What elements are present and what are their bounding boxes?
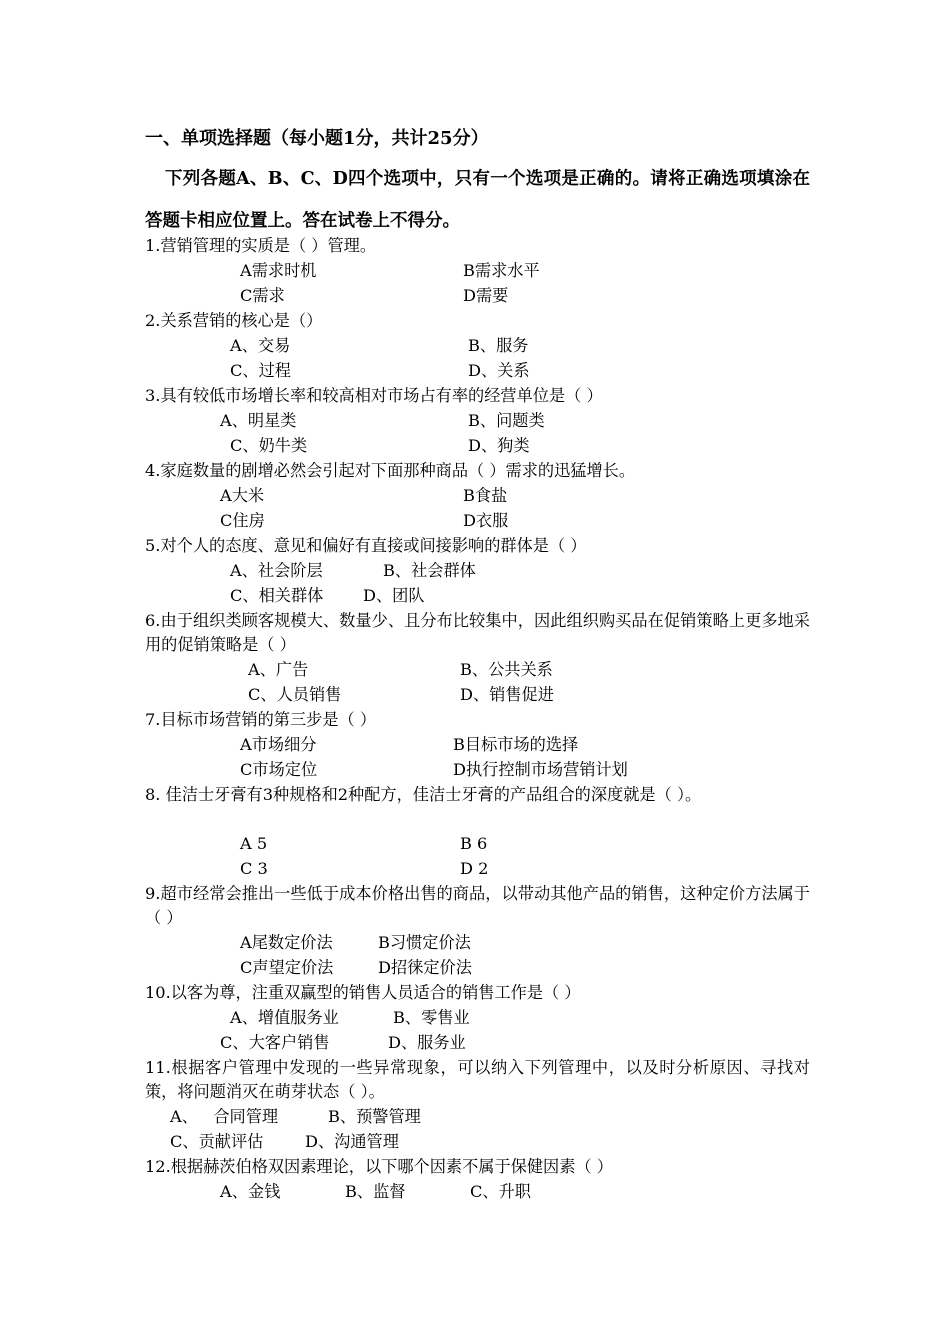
option: D衣服 <box>463 511 509 530</box>
option: A市场细分 <box>240 735 317 754</box>
option: D、销售促进 <box>460 685 554 704</box>
option: D需要 <box>463 286 509 305</box>
option: C、贡献评估 <box>170 1132 264 1151</box>
option: B、服务 <box>468 336 529 355</box>
option: C 3 <box>240 859 268 878</box>
option: A、增值服务业 <box>230 1008 339 1027</box>
option: D 2 <box>460 859 489 878</box>
option: A、交易 <box>230 336 291 355</box>
question-stem: 6.由于组织类顾客规模大、数量少、且分布比较集中，因此组织购买品在促销策略上更多地采用的促销策略是（ ） <box>145 611 810 654</box>
option: C、奶牛类 <box>230 436 308 455</box>
section-instruction: 下列各题A、B、C、D四个选项中，只有一个选项是正确的。请将正确选项填涂在答题卡相应位置上。答在试卷上不得分。 <box>145 169 810 231</box>
option: C住房 <box>220 511 265 530</box>
option: C、升职 <box>470 1182 531 1201</box>
option: B、公共关系 <box>460 660 553 679</box>
option: D、关系 <box>468 361 530 380</box>
option: A大米 <box>220 486 265 505</box>
question-stem: 8. 佳洁士牙膏有3种规格和2种配方，佳洁士牙膏的产品组合的深度就是（ ）。 <box>145 785 702 804</box>
option: B、问题类 <box>468 411 545 430</box>
question-stem: 4.家庭数量的剧增必然会引起对下面那种商品（ ）需求的迅猛增长。 <box>145 461 636 480</box>
option: A 5 <box>240 834 268 853</box>
option: B、监督 <box>345 1182 406 1201</box>
option: B、预警管理 <box>328 1107 421 1126</box>
option: C、大客户销售 <box>220 1033 330 1052</box>
option: B习惯定价法 <box>378 933 471 952</box>
option: A需求时机 <box>240 261 317 280</box>
question-stem: 9.超市经常会推出一些低于成本价格出售的商品，以带动其他产品的销售，这种定价方法属于（ ） <box>145 884 810 927</box>
option: C、相关群体 <box>230 586 324 605</box>
option: C声望定价法 <box>240 958 334 977</box>
question-stem: 7.目标市场营销的第三步是（ ） <box>145 710 377 729</box>
option: A、社会阶层 <box>230 561 323 580</box>
option: A、金钱 <box>220 1182 281 1201</box>
option: C市场定位 <box>240 760 318 779</box>
option: A、明星类 <box>220 411 297 430</box>
question-stem: 11.根据客户管理中发现的一些异常现象，可以纳入下列管理中，以及时分析原因、寻找对策，将问题消灭在萌芽状态（ ）。 <box>145 1058 810 1101</box>
question-stem: 3.具有较低市场增长率和较高相对市场占有率的经营单位是（ ） <box>145 386 603 405</box>
option: A、 合同管理 <box>170 1107 279 1126</box>
question-stem: 1.营销管理的实质是（ ）管理。 <box>145 236 377 255</box>
option: C、过程 <box>230 361 291 380</box>
option: D、狗类 <box>468 436 530 455</box>
option: D、沟通管理 <box>305 1132 399 1151</box>
option: B目标市场的选择 <box>453 735 579 754</box>
question-stem: 10.以客为尊，注重双赢型的销售人员适合的销售工作是（ ） <box>145 983 581 1002</box>
option: D、服务业 <box>388 1033 466 1052</box>
question-stem: 12.根据赫茨伯格双因素理论，以下哪个因素不属于保健因素（ ） <box>145 1157 613 1176</box>
option: D执行控制市场营销计划 <box>453 760 628 779</box>
option: B食盐 <box>463 486 508 505</box>
option: A、广告 <box>248 660 309 679</box>
option: B、零售业 <box>393 1008 470 1027</box>
option: C需求 <box>240 286 285 305</box>
option: D、团队 <box>363 586 425 605</box>
question-stem: 2.关系营销的核心是（） <box>145 311 323 330</box>
option: D招徕定价法 <box>378 958 472 977</box>
option: B 6 <box>460 834 488 853</box>
option: B、社会群体 <box>383 561 476 580</box>
option: C、人员销售 <box>248 685 342 704</box>
section-title: 一、单项选择题（每小题1分，共计25分） <box>145 128 489 149</box>
option: A尾数定价法 <box>240 933 333 952</box>
option: B需求水平 <box>463 261 540 280</box>
question-stem: 5.对个人的态度、意见和偏好有直接或间接影响的群体是（ ） <box>145 536 587 555</box>
